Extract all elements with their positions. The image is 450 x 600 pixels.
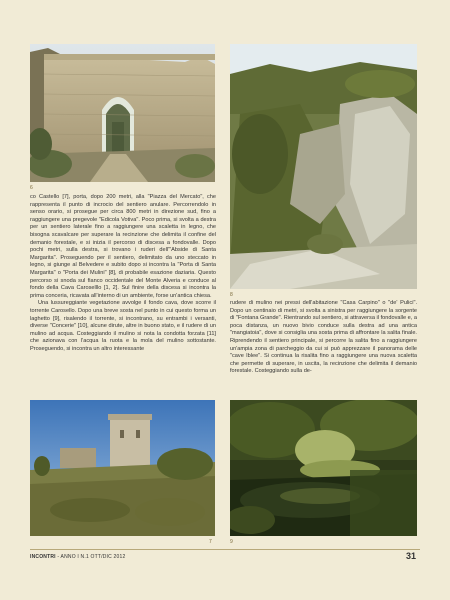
photo-round-tower (30, 400, 215, 536)
paragraph: Una lussureggiante vegetazione avvolge il fondo cava, dove scorre il torrente Carosello. Dopo una breve sosta nel punto in cui questo forma un laghetto [9], risalendo il torrente, si incontrano, su entrambi i versanti, diverse "Concerie" [10], alcune dirute, altre in buono stato, e il rudere di un mulino ad acqua. Costeggiando il mulino si nota la condotta forzata [11] che azionava con l'acqua la ruota e la mola del mulino sottostante. Proseguendo, si incontra un altro interessante (30, 300, 216, 352)
paragraph: rudere di mulino nei pressi dell'abitazione "Casa Carpino" o "de' Pulici". Dopo un centinaio di metri, si svolta a sinistra per raggiungere la sorgente di "Fontana Grande". Rientrando sul sentiero, si attraversa il fondovalle e, a poca distanza, un nuovo bivio conduce sulla destra ad una antica "mangiatoia", dove si consiglia una sosta prima di affrontare la salita finale. Riprendendo il sentiero principale, si percorre la salita fino a raggiungere un'ampia zona di parcheggio da cui si può apprezzare il panorama delle "cave Iblee". Si continua la risalita fino a raggiungere una nuova scaletta che permette di superare, in uscita, la recinzione che delimita il demanio forestale. Costeggiando sulla de- (230, 300, 417, 375)
photo-caption-number: 8 (230, 292, 233, 298)
photo-stone-archway (30, 44, 215, 182)
footer-divider (30, 549, 420, 550)
paragraph: co Castello [7], porta, dopo 200 metri, alla "Piazza del Mercato", che rappresenta il punto di incrocio del sentiero anulare. Percorrendolo in senso orario, si prosegue per circa 800 metri in direzione sud, fino a raggiungere una pregevole "Edicola Votiva". Poco prima, si svolta a destra per un sentiero laterale fino a raggiungere una scaletta in legno, che bisogna scavalcare per superare la recinzione che delimita il confine del demanio forestale, e si inizia il percorso di discesa a fondovalle. Dopo pochi metri, sulla destra, si trovano i ruderi dell'"Abside di Santa Margarita". Proseguendo per il sentiero, delimitato da uno steccato in legno, si giunge al Belvedere e subito dopo si incontra la "Porta di Santa Margarita" o "Porta dei Mulini" [8], di probabile esazione daziaria. Questo percorso si snoda sul fianco occidentale del Monte Alveria e conduce al fondo della Cava Caroselllo [1, 2]. Sul finire della discesa si incontra la prima conceria, ricavata all'interno di un ambiente, forse un'antica chiesa. (30, 194, 216, 299)
article-right-column (230, 300, 417, 376)
article-left-column (30, 194, 216, 353)
photo-pond (230, 400, 417, 536)
photo-caption-number: 6 (30, 185, 33, 191)
photo-gorge-cliffs (230, 44, 417, 289)
page-number: 31 (405, 551, 416, 561)
footer-issue (30, 554, 125, 560)
photo-caption-number: 9 (230, 539, 233, 545)
photo-caption-number: 7 (209, 539, 212, 545)
issue-info: - ANNO I N.1 OTT/DIC 2012 (55, 554, 126, 560)
magazine-name: INCONTRI (30, 554, 56, 560)
